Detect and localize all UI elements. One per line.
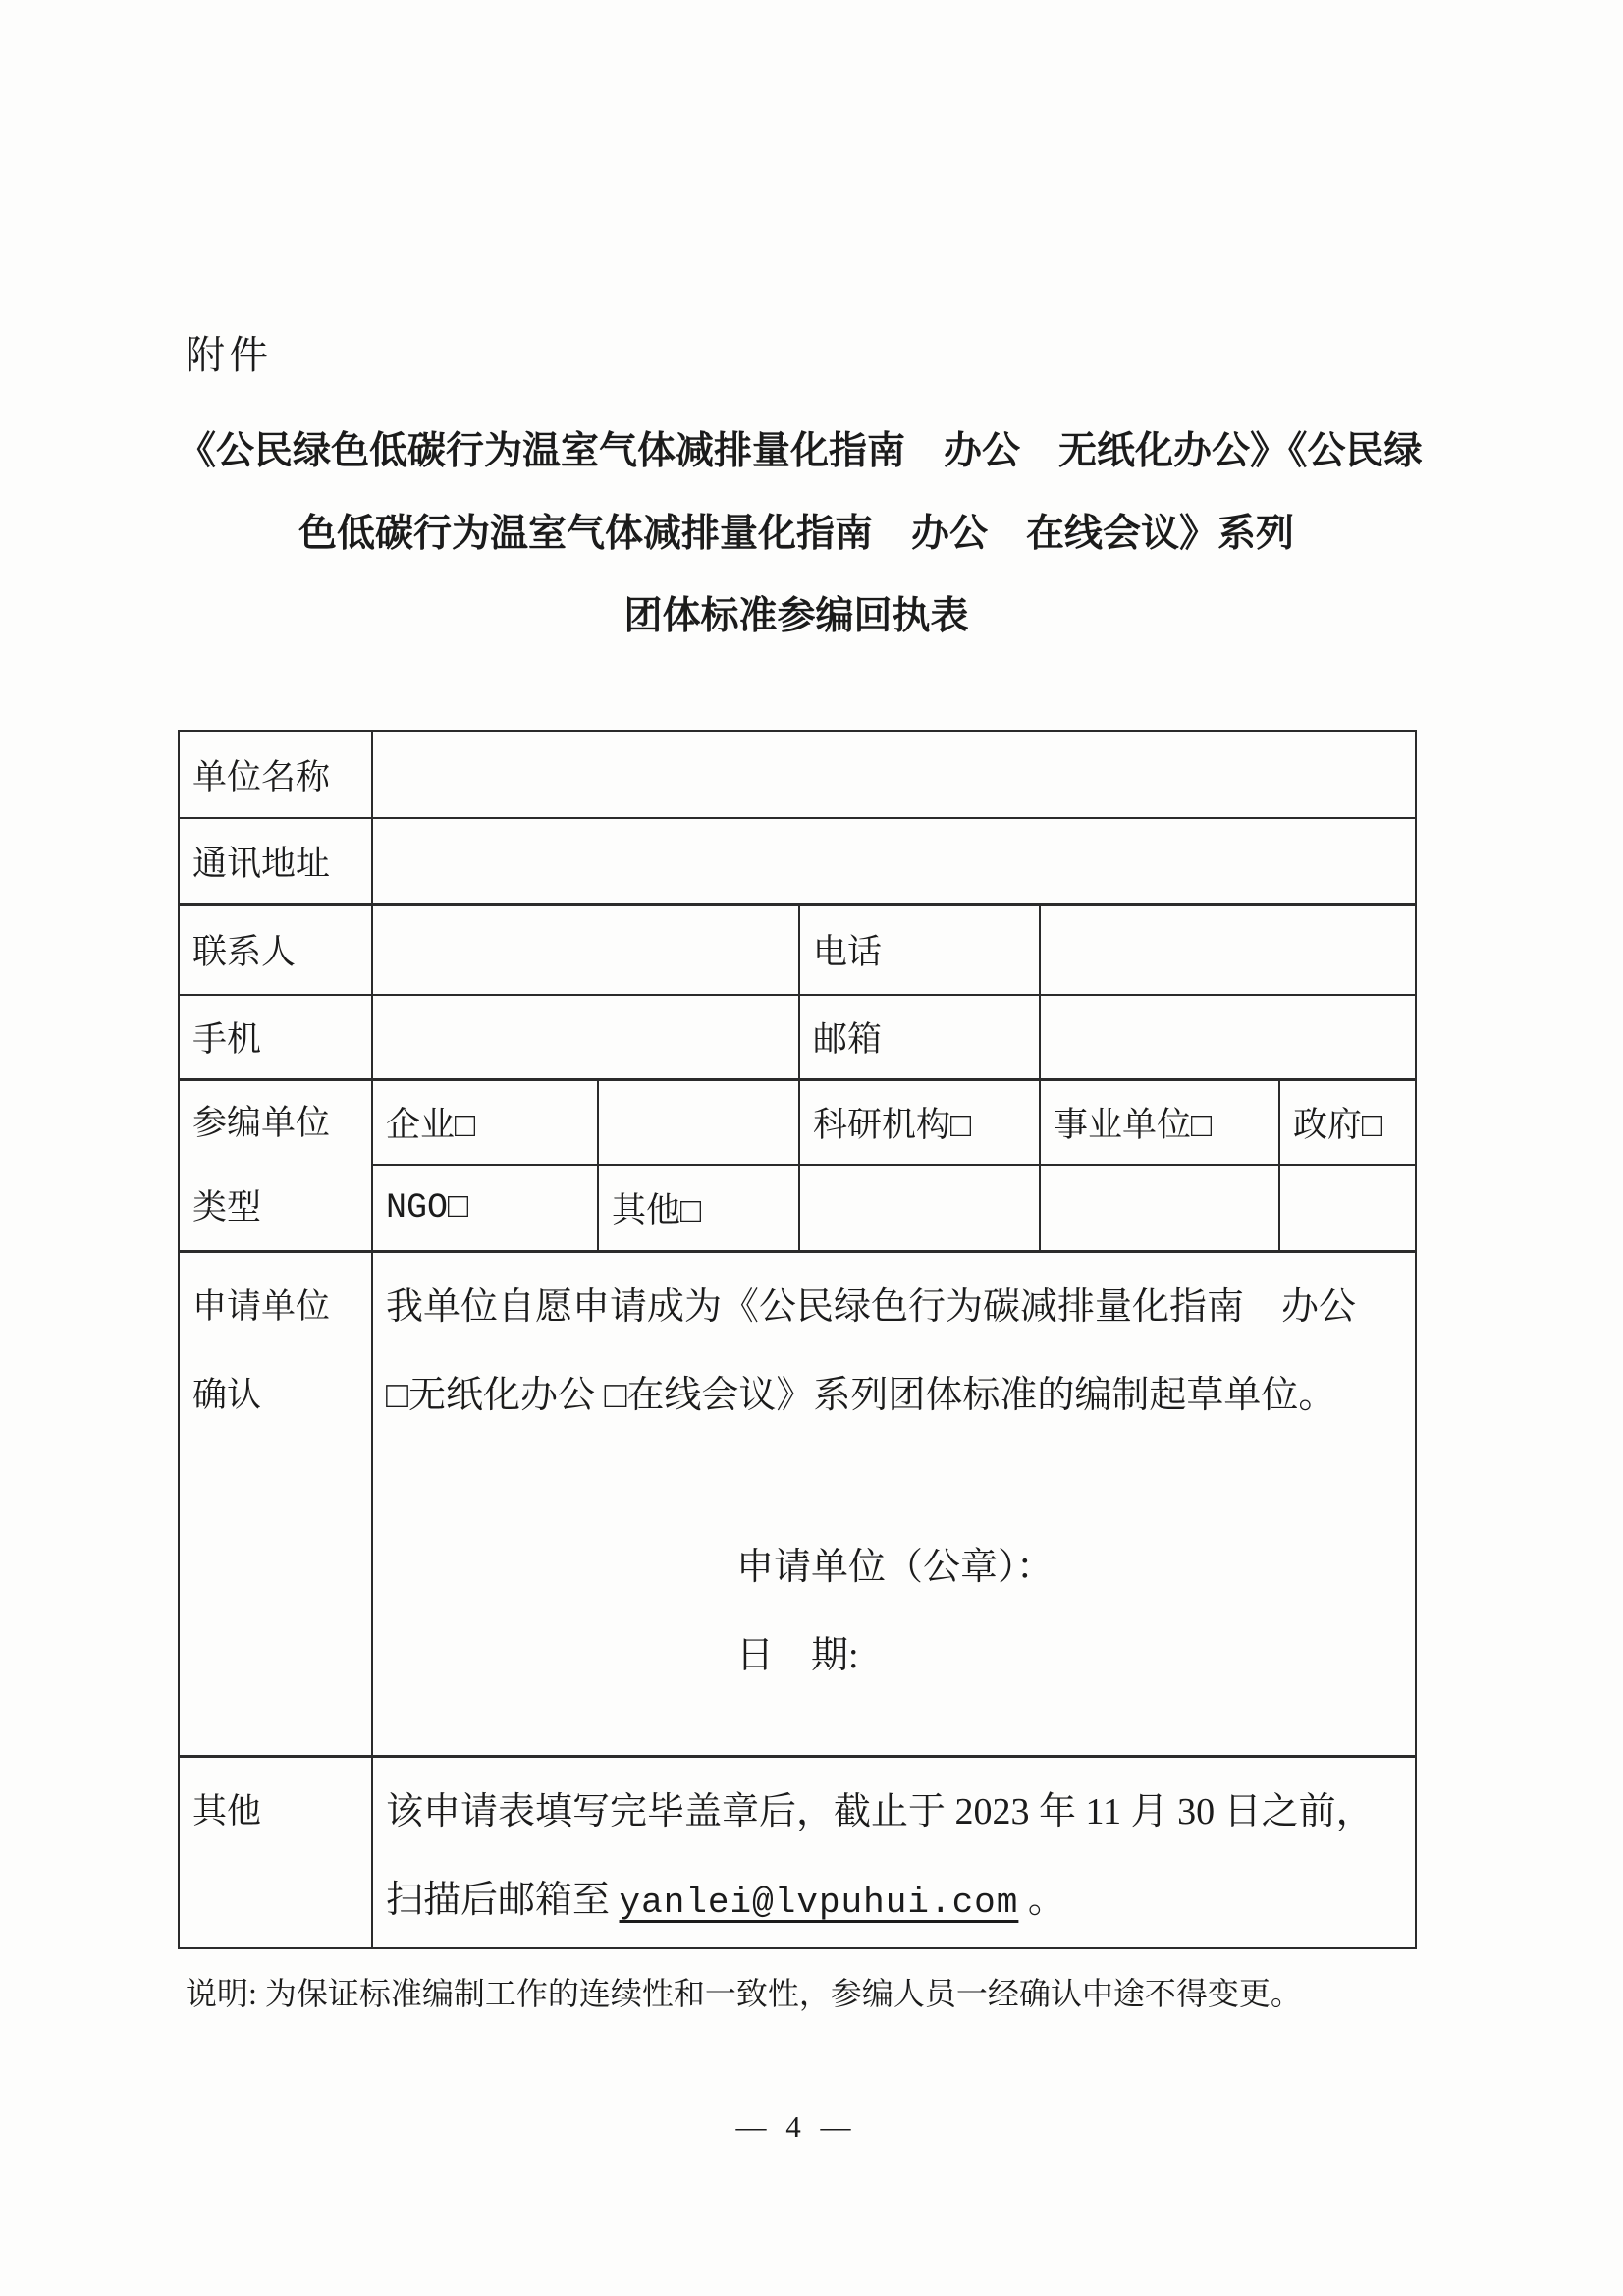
type-option-institution[interactable]: 事业单位□	[1040, 1079, 1279, 1165]
mobile-value-cell[interactable]	[372, 995, 799, 1079]
type-empty-cell-2	[799, 1165, 1040, 1251]
unit-type-label-line-1: 参编单位	[192, 1103, 331, 1142]
other-label	[179, 1756, 372, 1948]
unit-type-label	[179, 1079, 372, 1251]
contact-label: 联系人	[179, 904, 372, 995]
address-row	[179, 818, 1416, 904]
receipt-form-table	[178, 730, 1417, 1949]
unit-type-row-1	[179, 1079, 1416, 1165]
page-number: — 4 —	[735, 2109, 857, 2144]
title-line-3: 团体标准参编回执表	[623, 595, 969, 637]
type-option-ngo[interactable]: NGO□	[372, 1165, 598, 1251]
phone-value-cell[interactable]	[1040, 904, 1416, 995]
type-option-enterprise[interactable]: 企业□	[372, 1079, 598, 1165]
type-option-research[interactable]: 科研机构□	[799, 1079, 1040, 1165]
email-label: 邮箱	[799, 995, 1040, 1079]
phone-label: 电话	[799, 904, 1040, 995]
title-line-1: 《公民绿色低碳行为温室气体减排量化指南 办公 无纸化办公》《公民绿	[178, 430, 1423, 472]
confirmation-text-line-1: 我单位自愿申请成为《公民绿色行为碳减排量化指南 办公	[386, 1285, 1357, 1328]
type-option-other[interactable]: 其他□	[598, 1165, 799, 1251]
confirmation-label	[179, 1251, 372, 1756]
other-label-text: 其他	[192, 1791, 262, 1831]
other-text-line-2	[386, 1856, 1409, 1947]
unit-name-value-cell[interactable]	[372, 731, 1416, 818]
mobile-label: 手机	[179, 995, 372, 1079]
unit-name-row	[179, 731, 1416, 818]
other-text-prefix: 扫描后邮箱至	[386, 1879, 620, 1921]
unit-name-label: 单位名称	[179, 731, 372, 818]
other-text-line-1: 该申请表填写完毕盖章后，截止于 2023 年 11 月 30 日之前，	[386, 1790, 1374, 1832]
type-empty-cell-1	[598, 1079, 799, 1165]
other-row	[179, 1756, 1416, 1948]
seal-line: 申请单位（公章）：	[736, 1546, 1055, 1588]
other-text-suffix: 。	[1018, 1879, 1065, 1921]
other-content	[372, 1756, 1416, 1948]
mobile-email-row	[179, 995, 1416, 1079]
unit-type-label-line-2: 类型	[192, 1187, 262, 1227]
type-empty-cell-4	[1279, 1165, 1416, 1251]
confirmation-content	[372, 1251, 1416, 1756]
attachment-label: 附件	[186, 333, 272, 377]
contact-email-address: yanlei@lvpuhui.com	[619, 1882, 1019, 1923]
address-label: 通讯地址	[179, 818, 372, 904]
confirmation-label-line-1: 申请单位	[192, 1286, 331, 1326]
title-line-2: 色低碳行为温室气体减排量化指南 办公 在线会议》系列	[298, 513, 1294, 555]
confirmation-row	[179, 1251, 1416, 1756]
type-option-government[interactable]: 政府□	[1279, 1079, 1416, 1165]
address-value-cell[interactable]	[372, 818, 1416, 904]
footnote: 说明: 为保证标准编制工作的连续性和一致性，参编人员一经确认中途不得变更。	[186, 1976, 1302, 2011]
document-title	[178, 410, 1423, 658]
email-value-cell[interactable]	[1040, 995, 1416, 1079]
contact-phone-row	[179, 904, 1416, 995]
confirmation-text-line-2: □无纸化办公 □在线会议》系列团体标准的编制起草单位。	[386, 1374, 1336, 1416]
type-empty-cell-3	[1040, 1165, 1279, 1251]
date-line: 日 期:	[736, 1634, 859, 1676]
contact-value-cell[interactable]	[372, 904, 799, 995]
confirmation-label-line-2: 确认	[192, 1375, 262, 1414]
